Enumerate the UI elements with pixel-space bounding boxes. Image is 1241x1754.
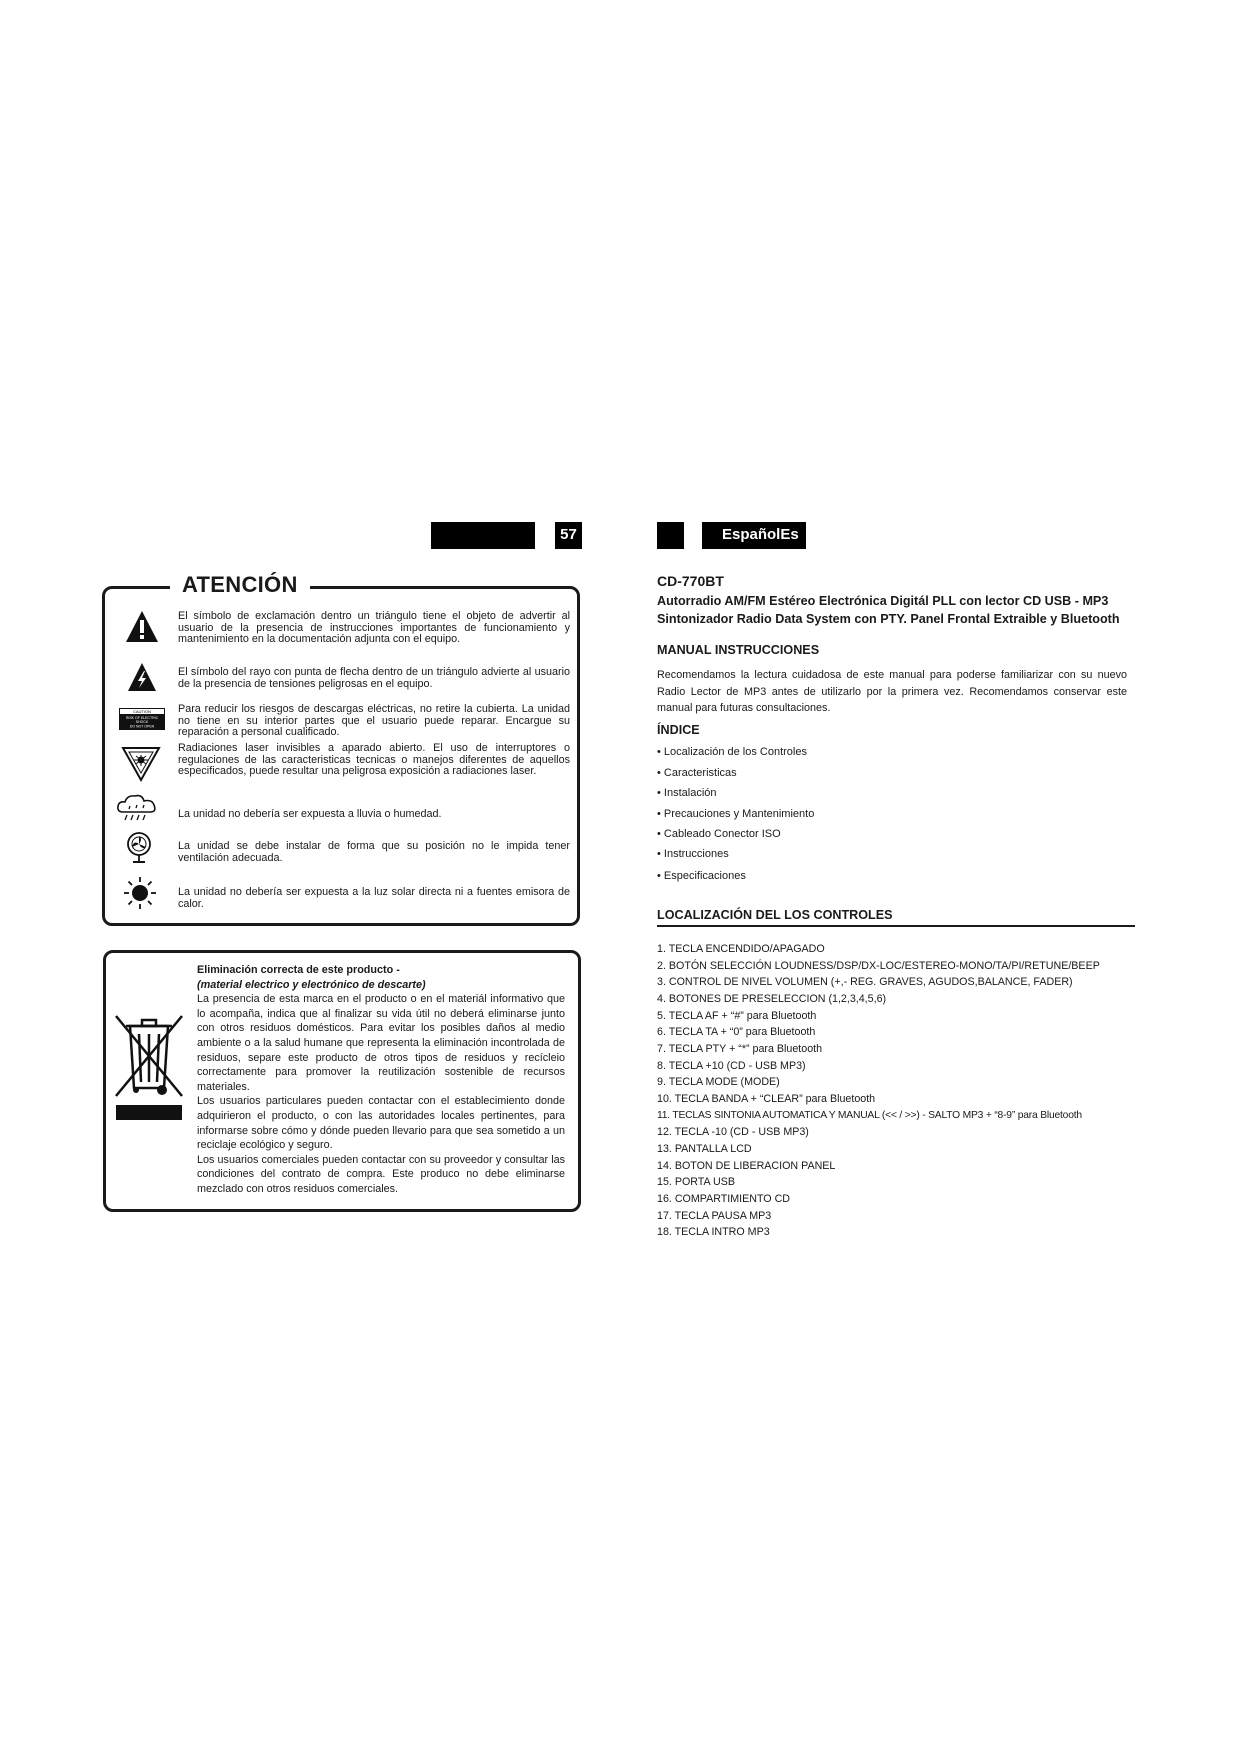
disposal-paragraph-1: La presencia de esta marca en el producto o en el materiál informativo que lo acompaña, indica que al finalizar su vida útil no deberá eliminarse junto con otros residuos domésticos. Para evitar los posibles daños al medio ambiente o a la salud humane que representa la eliminación incontrolada de residuos, separe este producto de otros tipos de residuos y recícleio correctamente para promover la reutilización sostenible de recursos materiales. <box>197 993 565 1093</box>
disposal-paragraph-2: Los usuarios particulares pueden contactar con el establecimiento donde adquirieron el producto, o con las autoridades locales pertinentes, para informarse sobre cómo y dónde pueden llevario para que sea sometido a un reciclaje ecológico y seguro. <box>197 1095 565 1152</box>
control-item: 4. BOTONES DE PRESELECCION (1,2,3,4,5,6) <box>657 993 887 1005</box>
disposal-heading: Eliminación correcta de este producto - <box>197 964 400 976</box>
warning-text-lightning: El símbolo del rayo con punta de flecha dentro de un triángulo advierte al usuario de la presencia de tensiones peligrosas en el equipo. <box>178 666 570 690</box>
disposal-text <box>197 963 565 1197</box>
control-item: 16. COMPARTIMIENTO CD <box>657 1193 791 1205</box>
warning-text-exclamation: El símbolo de exclamación dentro un triángulo tiene el objeto de advertir al usuario de la presencia de instrucciones importantes de funcionamiento y mantenimiento en la documentación adjunta con el equipo. <box>178 610 570 645</box>
warning-text-caution: Para reducir los riesgos de descargas eléctricas, no retire la cubierta. La unidad no tiene en su interior partes que el usuario puede reparar. Encargue su reparación a personal cualificado. <box>178 703 570 738</box>
index-item: • Caracteristicas <box>657 767 737 779</box>
disposal-paragraph-3: Los usuarios comerciales pueden contactar con su proveedor y consultar las condiciones del contrato de compra. Este produco no debe eliminarse mezclado con otros residuos comerciales. <box>197 1153 565 1195</box>
control-item: 13. PANTALLA LCD <box>657 1143 752 1155</box>
caution-label-icon <box>119 708 165 730</box>
index-item: • Cableado Conector ISO <box>657 828 781 840</box>
caution-label-line-3: SHOCK <box>135 720 149 724</box>
right-header-square <box>657 522 684 549</box>
manual-heading: MANUAL INSTRUCCIONES <box>657 643 820 657</box>
control-item: 17. TECLA PAUSA MP3 <box>657 1210 772 1222</box>
control-item: 2. BOTÓN SELECCIÓN LOUDNESS/DSP/DX-LOC/ESTEREO-MONO/TA/PI/RETUNE/BEEP <box>657 960 1100 972</box>
exclamation-triangle-icon <box>125 610 159 643</box>
model-name: CD-770BT <box>657 573 724 589</box>
sun-icon <box>123 876 157 910</box>
lightning-triangle-icon <box>127 662 157 692</box>
index-item: • Localización de los Controles <box>657 746 807 758</box>
manual-intro: Recomendamos la lectura cuidadosa de este manual para poderse familiarizar con su nuevo Radio Lector de MP3 antes de utilizarlo por la primera vez. Recomendamos conservar este manual para futuras consultaciones. <box>657 669 1127 714</box>
disposal-subheading: (material electrico y electrónico de descarte) <box>197 978 426 991</box>
control-item: 14. BOTON DE LIBERACION PANEL <box>657 1160 836 1172</box>
caution-label-line-2: RISK OF ELECTRIC <box>125 716 159 720</box>
index-item: • Instalación <box>657 787 717 799</box>
laser-warning-icon <box>121 746 161 782</box>
controls-heading-rule <box>657 925 1135 927</box>
page-number: 57 <box>560 526 577 543</box>
language-label: EspañolEs <box>722 526 799 543</box>
rain-cloud-icon <box>115 792 159 824</box>
index-heading: ÍNDICE <box>657 723 700 737</box>
control-item: 7. TECLA PTY + “*” para Bluetooth <box>657 1043 823 1055</box>
warning-title: ATENCIÓN <box>170 572 310 598</box>
control-item: 9. TECLA MODE (MODE) <box>657 1076 780 1088</box>
index-item: • Precauciones y Mantenimiento <box>657 808 815 820</box>
caution-label-line-4: DO NOT OPEN <box>129 724 155 729</box>
control-item: 12. TECLA -10 (CD - USB MP3) <box>657 1126 809 1138</box>
crossed-bin-icon <box>112 1012 186 1124</box>
product-subtitle: Autorradio AM/FM Estéreo Electrónica Digitál PLL con lector CD USB - MP3 Sintonizador Radio Data System con PTY. Panel Frontal Extraible y Bluetooth <box>657 594 1120 626</box>
control-item: 8. TECLA +10 (CD - USB MP3) <box>657 1060 806 1072</box>
control-item: 15. PORTA USB <box>657 1176 736 1188</box>
warning-text-rain: La unidad no debería ser expuesta a lluvia o humedad. <box>178 808 442 820</box>
warning-text-ventilation: La unidad se debe instalar de forma que su posición no le impida tener ventilación adecuada. <box>178 840 570 864</box>
control-item: 3. CONTROL DE NIVEL VOLUMEN (+,- REG. GRAVES, AGUDOS,BALANCE, FADER) <box>657 976 1073 988</box>
control-item: 18. TECLA INTRO MP3 <box>657 1226 770 1238</box>
caution-label-line-1: CAUTION <box>133 709 151 715</box>
control-item: 11. TECLAS SINTONIA AUTOMATICA Y MANUAL (<< / >>) - SALTO MP3 + “8-9” para Bluetooth <box>657 1110 1082 1121</box>
control-item: 10. TECLA BANDA + “CLEAR” para Bluetooth <box>657 1093 876 1105</box>
index-item: • Especificaciones <box>657 870 746 882</box>
controls-heading: LOCALIZACIÓN DEL LOS CONTROLES <box>657 908 893 922</box>
warning-text-sun: La unidad no debería ser expuesta a la luz solar directa ni a fuentes emisora de calor. <box>178 886 570 910</box>
fan-ventilation-icon <box>124 831 154 865</box>
control-item: 5. TECLA AF + “#” para Bluetooth <box>657 1010 817 1022</box>
control-item: 6. TECLA TA + “0” para Bluetooth <box>657 1026 816 1038</box>
control-item: 1. TECLA ENCENDIDO/APAGADO <box>657 943 825 955</box>
index-item: • Instrucciones <box>657 848 729 860</box>
left-header-bar <box>431 522 535 549</box>
warning-text-laser: Radiaciones laser invisibles a aparado abierto. El uso de interruptores o regulaciones de las caracteristicas tecnicas o manejos diferentes de aquellos especificados, puede resultar una peligrosa exposición a radiaciones laser. <box>178 742 570 777</box>
